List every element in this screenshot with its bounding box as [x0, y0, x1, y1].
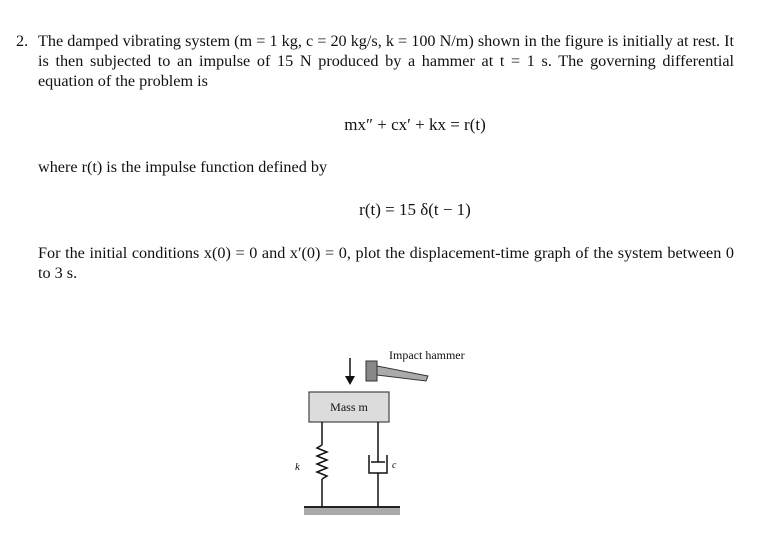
- damper-icon: [369, 422, 387, 507]
- mass-label: Mass m: [330, 400, 368, 414]
- ground: [304, 507, 400, 515]
- spring-label: k: [295, 461, 300, 473]
- impulse-equation: r(t) = 15 δ(t − 1): [359, 200, 471, 219]
- problem-number: 2.: [16, 32, 29, 50]
- impulse-arrow: [345, 358, 355, 385]
- damper-label: c: [392, 460, 397, 471]
- governing-equation: mx″ + cx′ + kx = r(t): [344, 115, 486, 134]
- spring-icon: [317, 422, 327, 507]
- hammer-label: Impact hammer: [389, 348, 465, 362]
- where-text: where r(t) is the impulse function defined by: [38, 158, 328, 176]
- task-text: For the initial conditions x(0) = 0 and x′(0) = 0, plot the displacement-time graph of the system between 0 to 3 s.: [38, 244, 734, 282]
- impact-hammer-icon: [366, 361, 428, 381]
- problem-intro: The damped vibrating system (m = 1 kg, c = 20 kg/s, k = 100 N/m) shown in the figure is initially at rest. It is then subjected to an impulse of 15 N produced by a hammer at t = 1 s. The governing differential equation of the problem is: [38, 32, 734, 90]
